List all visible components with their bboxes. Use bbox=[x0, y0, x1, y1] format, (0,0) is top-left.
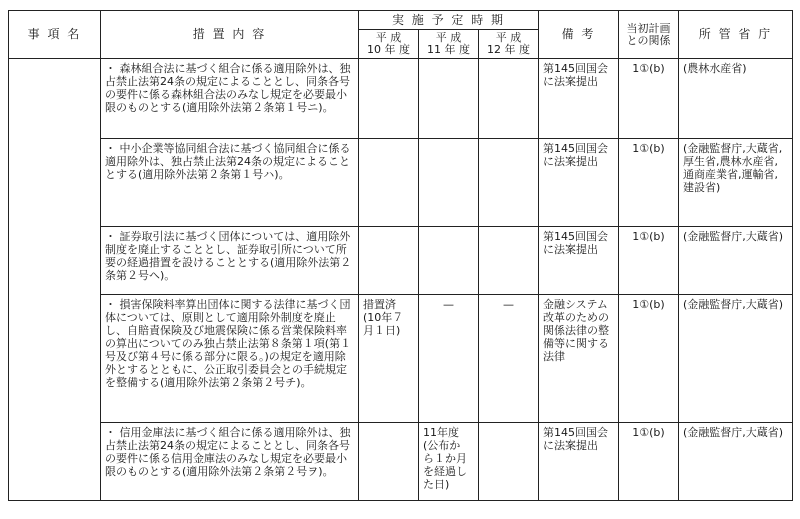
remarks-cell: 第145回国会に法案提出 bbox=[539, 59, 619, 139]
fy12-cell: — bbox=[479, 295, 539, 423]
fy11-cell bbox=[419, 59, 479, 139]
ministry-cell: (農林水産省) bbox=[679, 59, 793, 139]
measure-cell: ・ 証券取引法に基づく団体については、適用除外制度を廃止することとし、証券取引所について所要の経過措置を設けることとする(適用除外法第２条第２号ヘ)。 bbox=[101, 227, 359, 295]
measure-cell: ・ 中小企業等協同組合法に基づく協同組合に係る適用除外は、独占禁止法第24条の規定によることとする(適用除外法第２条第１号ハ)。 bbox=[101, 139, 359, 227]
measure-cell: ・ 森林組合法に基づく組合に係る適用除外は、独占禁止法第24条の規定によることとし、同条各号の要件に係る森林組合法のみなし規定を必要最小限のものとする(適用除外法第２条第１号ニ)。 bbox=[101, 59, 359, 139]
fy11-cell: 11年度 (公布か ら１か月 を経過し た日) bbox=[419, 423, 479, 501]
ministry-cell: (金融監督庁,大蔵省) bbox=[679, 227, 793, 295]
measure-cell: ・ 信用金庫法に基づく組合に係る適用除外は、独占禁止法第24条の規定によることとし、同条各号の要件に係る信用金庫法のみなし規定を必要最小限のものとする(適用除外法第２条第２号ヲ)。 bbox=[101, 423, 359, 501]
relation-cell: 1①(b) bbox=[619, 295, 679, 423]
header-fy11: 平 成 11 年 度 bbox=[419, 30, 479, 59]
table-row bbox=[9, 139, 793, 227]
fy12-cell bbox=[479, 423, 539, 501]
table-row bbox=[9, 295, 793, 423]
ministry-cell: (金融監督庁,大蔵省) bbox=[679, 295, 793, 423]
relation-cell: 1①(b) bbox=[619, 59, 679, 139]
remarks-cell: 金融システム改革のための関係法律の整備等に関する法律 bbox=[539, 295, 619, 423]
remarks-cell: 第145回国会に法案提出 bbox=[539, 227, 619, 295]
remarks-cell: 第145回国会に法案提出 bbox=[539, 423, 619, 501]
remarks-cell: 第145回国会に法案提出 bbox=[539, 139, 619, 227]
header-remarks: 備 考 bbox=[539, 11, 619, 59]
fy11-cell bbox=[419, 227, 479, 295]
fy12-cell bbox=[479, 139, 539, 227]
header-relation: 当初計画 との関係 bbox=[619, 11, 679, 59]
fy10-cell: 措置済 (10年７ 月１日) bbox=[359, 295, 419, 423]
fy10-cell bbox=[359, 59, 419, 139]
relation-cell: 1①(b) bbox=[619, 423, 679, 501]
header-fy10: 平 成 10 年 度 bbox=[359, 30, 419, 59]
header-schedule: 実 施 予 定 時 期 bbox=[359, 11, 539, 30]
header-ministry: 所 管 省 庁 bbox=[679, 11, 793, 59]
fy10-cell bbox=[359, 423, 419, 501]
table-row bbox=[9, 59, 793, 139]
relation-cell: 1①(b) bbox=[619, 227, 679, 295]
header-measure-content: 措 置 内 容 bbox=[101, 11, 359, 59]
table-row bbox=[9, 423, 793, 501]
fy10-cell bbox=[359, 139, 419, 227]
ministry-cell: (金融監督庁,大蔵省) bbox=[679, 423, 793, 501]
table-row bbox=[9, 227, 793, 295]
relation-cell: 1①(b) bbox=[619, 139, 679, 227]
fy12-cell bbox=[479, 59, 539, 139]
ministry-cell: (金融監督庁,大蔵省,厚生省,農林水産省,通商産業省,運輸省,建設省) bbox=[679, 139, 793, 227]
measure-cell: ・ 損害保険料率算出団体に関する法律に基づく団体については、原則として適用除外制度を廃止し、自賠責保険及び地震保険に係る営業保険料率の算出についてのみ独占禁止法第８条第１項(第１号及び第４号に係る部分に限る。)の規定を適用除外とするとともに、公正取引委員会との手続規定を整備する(適用除外法第２条第２号チ)。 bbox=[101, 295, 359, 423]
header-fy12: 平 成 12 年 度 bbox=[479, 30, 539, 59]
item-name-cell bbox=[9, 59, 101, 501]
measures-table bbox=[8, 10, 793, 501]
fy11-cell bbox=[419, 139, 479, 227]
header-item-name: 事 項 名 bbox=[9, 11, 101, 59]
fy10-cell bbox=[359, 227, 419, 295]
fy12-cell bbox=[479, 227, 539, 295]
fy11-cell: — bbox=[419, 295, 479, 423]
